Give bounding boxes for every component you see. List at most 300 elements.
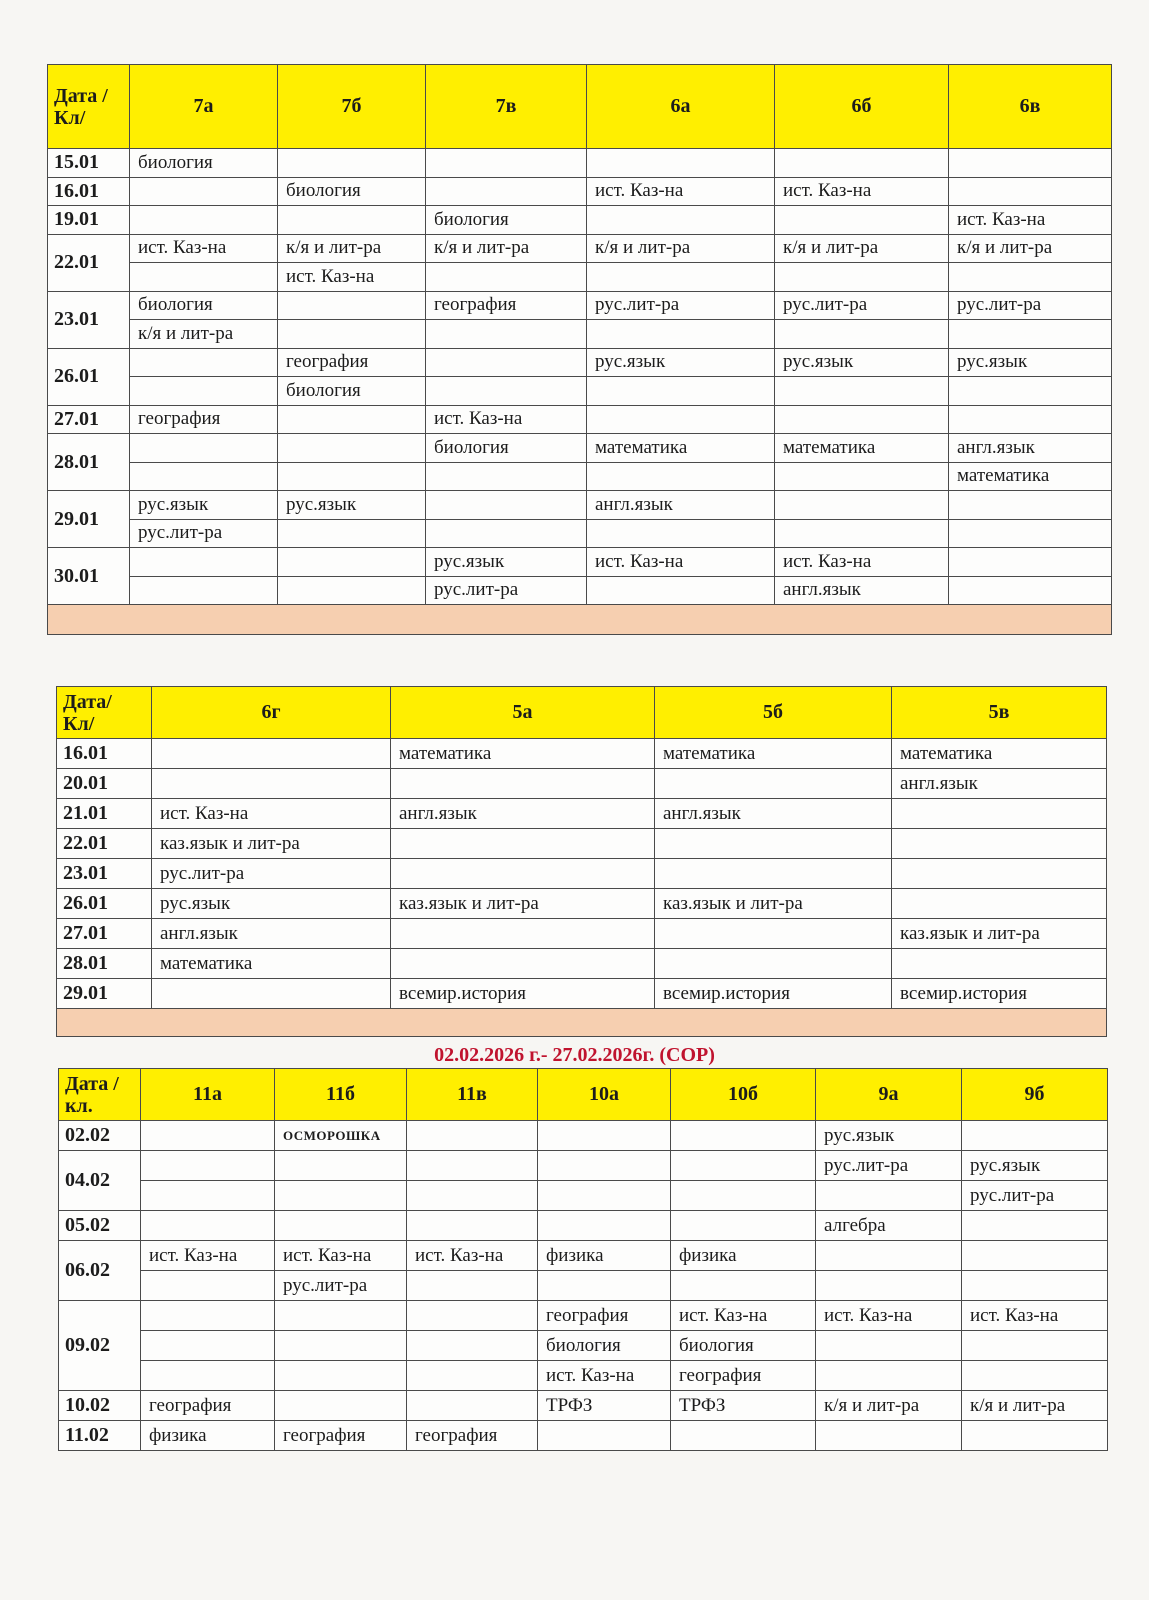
subject-cell xyxy=(407,1121,538,1151)
subject-cell xyxy=(407,1331,538,1361)
class-header: 5б xyxy=(655,687,892,739)
subject-cell: рус.язык xyxy=(816,1121,962,1151)
subject-cell: рус.язык xyxy=(152,889,391,919)
table-row xyxy=(48,576,1112,605)
date-cell: 11.02 xyxy=(59,1421,141,1451)
subject-cell xyxy=(426,320,587,349)
date-cell: 20.01 xyxy=(57,769,152,799)
subject-cell xyxy=(949,177,1112,206)
subject-cell xyxy=(130,434,278,463)
date-cell: 10.02 xyxy=(59,1391,141,1421)
date-cell: 16.01 xyxy=(57,739,152,769)
subject-cell: биология xyxy=(130,291,278,320)
table-row xyxy=(59,1391,1108,1421)
date-cell: 27.01 xyxy=(48,405,130,434)
header-row xyxy=(57,687,1107,739)
subject-cell xyxy=(655,859,892,889)
subject-cell: биология xyxy=(426,434,587,463)
subject-cell: рус.лит-ра xyxy=(949,291,1112,320)
date-cell: 09.02 xyxy=(59,1301,141,1391)
subject-cell xyxy=(962,1241,1108,1271)
date-cell: 22.01 xyxy=(57,829,152,859)
subject-cell: биология xyxy=(538,1331,671,1361)
subject-cell: к/я и лит-ра xyxy=(587,234,775,263)
subject-cell xyxy=(949,149,1112,178)
subject-cell: англ.язык xyxy=(587,491,775,520)
table-row xyxy=(48,405,1112,434)
header-row xyxy=(48,65,1112,149)
class-header: 6б xyxy=(775,65,949,149)
subject-cell xyxy=(152,769,391,799)
subject-cell: рус.язык xyxy=(775,348,949,377)
subject-cell: всемир.история xyxy=(391,979,655,1009)
subject-cell xyxy=(407,1361,538,1391)
subject-cell xyxy=(671,1421,816,1451)
subject-cell: алгебра xyxy=(816,1211,962,1241)
date-cell: 06.02 xyxy=(59,1241,141,1301)
table-row xyxy=(59,1331,1108,1361)
class-header: 7в xyxy=(426,65,587,149)
date-cell: 19.01 xyxy=(48,206,130,235)
subject-cell xyxy=(775,491,949,520)
subject-cell xyxy=(141,1151,275,1181)
subject-cell: ист. Каз-на xyxy=(538,1361,671,1391)
subject-cell xyxy=(278,576,426,605)
subject-cell xyxy=(130,263,278,292)
subject-cell: ист. Каз-на xyxy=(816,1301,962,1331)
subject-cell xyxy=(587,576,775,605)
subject-cell: биология xyxy=(130,149,278,178)
subject-cell xyxy=(671,1121,816,1151)
subject-cell: ист. Каз-на xyxy=(275,1241,407,1271)
subject-cell xyxy=(962,1211,1108,1241)
subject-cell xyxy=(141,1181,275,1211)
date-cell: 04.02 xyxy=(59,1151,141,1211)
date-cell: 22.01 xyxy=(48,234,130,291)
subject-cell xyxy=(426,462,587,491)
subject-cell: ист. Каз-на xyxy=(407,1241,538,1271)
subject-cell: рус.лит-ра xyxy=(962,1181,1108,1211)
subject-cell: рус.язык xyxy=(130,491,278,520)
table-row xyxy=(48,434,1112,463)
subject-cell xyxy=(962,1361,1108,1391)
subject-cell xyxy=(141,1331,275,1361)
subject-cell: рус.язык xyxy=(962,1151,1108,1181)
subject-cell: ист. Каз-на xyxy=(130,234,278,263)
subject-cell xyxy=(775,462,949,491)
subject-cell: ист. Каз-на xyxy=(141,1241,275,1271)
subject-cell: каз.язык и лит-ра xyxy=(391,889,655,919)
subject-cell xyxy=(816,1421,962,1451)
separator-band-cell xyxy=(57,1009,1107,1037)
table-row xyxy=(59,1301,1108,1331)
subject-cell xyxy=(949,405,1112,434)
subject-cell xyxy=(278,206,426,235)
subject-cell xyxy=(775,405,949,434)
subject-cell: всемир.история xyxy=(892,979,1107,1009)
subject-cell xyxy=(671,1181,816,1211)
date-cell: 05.02 xyxy=(59,1211,141,1241)
subject-cell xyxy=(152,739,391,769)
date-cell: 23.01 xyxy=(48,291,130,348)
date-cell: 29.01 xyxy=(48,491,130,548)
subject-cell xyxy=(391,769,655,799)
class-header: 10б xyxy=(671,1069,816,1121)
subject-cell xyxy=(538,1151,671,1181)
subject-cell xyxy=(949,377,1112,406)
subject-cell xyxy=(426,177,587,206)
subject-cell xyxy=(538,1121,671,1151)
subject-cell: к/я и лит-ра xyxy=(949,234,1112,263)
subject-cell: биология xyxy=(671,1331,816,1361)
subject-cell xyxy=(391,949,655,979)
subject-cell xyxy=(816,1331,962,1361)
subject-cell: рус.лит-ра xyxy=(130,519,278,548)
subject-cell xyxy=(587,519,775,548)
subject-cell xyxy=(391,919,655,949)
subject-cell xyxy=(816,1361,962,1391)
subject-cell: ист. Каз-на xyxy=(775,177,949,206)
corner-header: Дата/ Кл/ xyxy=(57,687,152,739)
subject-cell: рус.лит-ра xyxy=(587,291,775,320)
subject-cell xyxy=(407,1181,538,1211)
subject-cell: англ.язык xyxy=(391,799,655,829)
table-row xyxy=(48,491,1112,520)
subject-cell xyxy=(655,829,892,859)
subject-cell xyxy=(278,548,426,577)
schedule-table-february-grades-9-11 xyxy=(58,1068,1108,1451)
table-row xyxy=(57,949,1107,979)
subject-cell: физика xyxy=(538,1241,671,1271)
subject-cell: к/я и лит-ра xyxy=(278,234,426,263)
subject-cell xyxy=(275,1211,407,1241)
subject-cell xyxy=(949,519,1112,548)
subject-cell: география xyxy=(275,1421,407,1451)
class-header: 7а xyxy=(130,65,278,149)
subject-cell xyxy=(278,291,426,320)
subject-cell xyxy=(775,206,949,235)
subject-cell xyxy=(130,576,278,605)
table-row xyxy=(59,1271,1108,1301)
header-row xyxy=(59,1069,1108,1121)
subject-cell xyxy=(538,1271,671,1301)
subject-cell: рус.язык xyxy=(949,348,1112,377)
subject-cell: каз.язык и лит-ра xyxy=(892,919,1107,949)
table-row xyxy=(57,859,1107,889)
subject-cell xyxy=(407,1301,538,1331)
subject-cell xyxy=(278,462,426,491)
separator-band-cell xyxy=(48,605,1112,635)
date-cell: 16.01 xyxy=(48,177,130,206)
subject-cell xyxy=(426,377,587,406)
subject-cell xyxy=(141,1301,275,1331)
subject-cell: ист. Каз-на xyxy=(671,1301,816,1331)
subject-cell xyxy=(655,769,892,799)
table-row xyxy=(57,829,1107,859)
subject-cell xyxy=(538,1181,671,1211)
subject-cell xyxy=(949,576,1112,605)
subject-cell: рус.лит-ра xyxy=(426,576,587,605)
subject-cell xyxy=(949,548,1112,577)
subject-cell: физика xyxy=(671,1241,816,1271)
subject-cell: рус.лит-ра xyxy=(816,1151,962,1181)
subject-cell xyxy=(275,1181,407,1211)
subject-cell xyxy=(655,949,892,979)
subject-cell xyxy=(538,1211,671,1241)
subject-cell: рус.лит-ра xyxy=(152,859,391,889)
subject-cell xyxy=(426,348,587,377)
table-row xyxy=(57,739,1107,769)
table-row xyxy=(57,979,1107,1009)
subject-cell xyxy=(587,320,775,349)
class-header: 6а xyxy=(587,65,775,149)
subject-cell xyxy=(892,949,1107,979)
subject-cell: ист. Каз-на xyxy=(426,405,587,434)
subject-cell xyxy=(407,1151,538,1181)
subject-cell xyxy=(426,491,587,520)
subject-cell xyxy=(407,1391,538,1421)
subject-cell: рус.язык xyxy=(426,548,587,577)
subject-cell xyxy=(130,548,278,577)
subject-cell: география xyxy=(426,291,587,320)
subject-cell: география xyxy=(671,1361,816,1391)
subject-cell xyxy=(816,1271,962,1301)
table-row xyxy=(48,348,1112,377)
subject-cell xyxy=(587,462,775,491)
class-header: 9а xyxy=(816,1069,962,1121)
class-header: 6в xyxy=(949,65,1112,149)
date-cell: 28.01 xyxy=(57,949,152,979)
table-row xyxy=(48,177,1112,206)
subject-cell: ист. Каз-на xyxy=(587,177,775,206)
period-title: 02.02.2026 г.- 27.02.2026г. (СОР) xyxy=(434,1044,715,1066)
subject-cell: биология xyxy=(278,377,426,406)
subject-cell xyxy=(962,1331,1108,1361)
class-header: 5а xyxy=(391,687,655,739)
table-row xyxy=(57,769,1107,799)
class-header: 11в xyxy=(407,1069,538,1121)
subject-cell: англ.язык xyxy=(655,799,892,829)
subject-cell: география xyxy=(141,1391,275,1421)
subject-cell xyxy=(587,405,775,434)
subject-cell xyxy=(141,1361,275,1391)
date-cell: 28.01 xyxy=(48,434,130,491)
class-header: 7б xyxy=(278,65,426,149)
subject-cell xyxy=(130,348,278,377)
subject-cell xyxy=(275,1151,407,1181)
subject-cell xyxy=(587,206,775,235)
subject-cell xyxy=(391,829,655,859)
date-cell: 29.01 xyxy=(57,979,152,1009)
subject-cell: ТРФЗ xyxy=(538,1391,671,1421)
subject-cell: к/я и лит-ра xyxy=(962,1391,1108,1421)
table-row xyxy=(59,1121,1108,1151)
subject-cell xyxy=(275,1361,407,1391)
table-row xyxy=(48,234,1112,263)
subject-cell xyxy=(407,1211,538,1241)
table-row xyxy=(59,1181,1108,1211)
schedule-table-january-grades-5-6g xyxy=(56,686,1107,1037)
subject-cell xyxy=(962,1271,1108,1301)
subject-cell xyxy=(278,434,426,463)
subject-cell: англ.язык xyxy=(892,769,1107,799)
subject-cell xyxy=(775,149,949,178)
subject-cell: каз.язык и лит-ра xyxy=(655,889,892,919)
subject-cell xyxy=(892,799,1107,829)
table-row xyxy=(59,1241,1108,1271)
date-cell: 02.02 xyxy=(59,1121,141,1151)
subject-cell xyxy=(130,177,278,206)
subject-cell xyxy=(892,829,1107,859)
table-row xyxy=(59,1421,1108,1451)
class-header: 10а xyxy=(538,1069,671,1121)
table-row xyxy=(59,1211,1108,1241)
class-header: 9б xyxy=(962,1069,1108,1121)
subject-cell: математика xyxy=(391,739,655,769)
subject-cell xyxy=(426,519,587,548)
subject-cell xyxy=(962,1421,1108,1451)
subject-cell: биология xyxy=(426,206,587,235)
subject-cell xyxy=(775,263,949,292)
subject-cell xyxy=(671,1271,816,1301)
subject-cell xyxy=(962,1121,1108,1151)
table-row xyxy=(57,799,1107,829)
subject-cell xyxy=(278,320,426,349)
subject-cell: математика xyxy=(587,434,775,463)
subject-cell xyxy=(671,1151,816,1181)
subject-cell: к/я и лит-ра xyxy=(130,320,278,349)
corner-header: Дата / Кл/ xyxy=(48,65,130,149)
subject-cell xyxy=(130,377,278,406)
class-header: 6г xyxy=(152,687,391,739)
table-row xyxy=(48,206,1112,235)
table-row xyxy=(48,149,1112,178)
subject-cell: математика xyxy=(655,739,892,769)
subject-cell: математика xyxy=(152,949,391,979)
table-row xyxy=(57,919,1107,949)
class-header: 11б xyxy=(275,1069,407,1121)
subject-cell: география xyxy=(278,348,426,377)
subject-cell xyxy=(275,1331,407,1361)
date-cell: 26.01 xyxy=(48,348,130,405)
subject-cell: математика xyxy=(949,462,1112,491)
table-row xyxy=(48,519,1112,548)
subject-cell: география xyxy=(407,1421,538,1451)
table-row xyxy=(59,1361,1108,1391)
table-row xyxy=(48,320,1112,349)
table-row xyxy=(59,1151,1108,1181)
subject-cell xyxy=(892,859,1107,889)
subject-cell xyxy=(141,1211,275,1241)
subject-cell xyxy=(775,519,949,548)
subject-cell: биология xyxy=(278,177,426,206)
subject-cell: география xyxy=(130,405,278,434)
subject-cell: рус.язык xyxy=(587,348,775,377)
separator-band xyxy=(48,605,1112,635)
subject-cell: ист. Каз-на xyxy=(587,548,775,577)
subject-cell xyxy=(816,1181,962,1211)
subject-cell xyxy=(130,462,278,491)
subject-cell: к/я и лит-ра xyxy=(775,234,949,263)
subject-cell xyxy=(275,1301,407,1331)
subject-cell: физика xyxy=(141,1421,275,1451)
subject-cell xyxy=(426,263,587,292)
subject-cell: рус.язык xyxy=(278,491,426,520)
subject-cell xyxy=(141,1121,275,1151)
subject-cell: каз.язык и лит-ра xyxy=(152,829,391,859)
date-cell: 30.01 xyxy=(48,548,130,605)
subject-cell xyxy=(130,206,278,235)
separator-band xyxy=(57,1009,1107,1037)
subject-cell xyxy=(152,979,391,1009)
subject-cell xyxy=(391,859,655,889)
subject-cell xyxy=(587,377,775,406)
date-cell: 15.01 xyxy=(48,149,130,178)
date-cell: 26.01 xyxy=(57,889,152,919)
subject-cell: ист. Каз-на xyxy=(775,548,949,577)
subject-cell: ист. Каз-на xyxy=(949,206,1112,235)
date-cell: 23.01 xyxy=(57,859,152,889)
subject-cell xyxy=(655,919,892,949)
table-row xyxy=(48,548,1112,577)
table-row xyxy=(48,263,1112,292)
subject-cell: география xyxy=(538,1301,671,1331)
subject-cell xyxy=(775,377,949,406)
table-row xyxy=(48,291,1112,320)
subject-cell xyxy=(587,263,775,292)
subject-cell: математика xyxy=(775,434,949,463)
date-cell: 27.01 xyxy=(57,919,152,949)
subject-cell: англ.язык xyxy=(152,919,391,949)
subject-cell: рус.лит-ра xyxy=(275,1271,407,1301)
subject-cell xyxy=(949,263,1112,292)
subject-cell xyxy=(275,1391,407,1421)
subject-cell xyxy=(949,320,1112,349)
subject-cell xyxy=(892,889,1107,919)
table-row xyxy=(48,462,1112,491)
subject-cell xyxy=(949,491,1112,520)
subject-cell: ОСМОРОШКА xyxy=(275,1121,407,1151)
subject-cell xyxy=(587,149,775,178)
subject-cell: ист. Каз-на xyxy=(278,263,426,292)
date-cell: 21.01 xyxy=(57,799,152,829)
subject-cell xyxy=(141,1271,275,1301)
subject-cell: рус.лит-ра xyxy=(775,291,949,320)
subject-cell xyxy=(278,149,426,178)
corner-header: Дата /кл. xyxy=(59,1069,141,1121)
subject-cell xyxy=(775,320,949,349)
class-header: 5в xyxy=(892,687,1107,739)
subject-cell: математика xyxy=(892,739,1107,769)
subject-cell xyxy=(278,519,426,548)
subject-cell: англ.язык xyxy=(949,434,1112,463)
subject-cell xyxy=(538,1421,671,1451)
table-row xyxy=(48,377,1112,406)
subject-cell xyxy=(278,405,426,434)
subject-cell: к/я и лит-ра xyxy=(816,1391,962,1421)
schedule-table-january-grades-6-7 xyxy=(47,64,1112,635)
table-row xyxy=(57,889,1107,919)
subject-cell: всемир.история xyxy=(655,979,892,1009)
class-header: 11а xyxy=(141,1069,275,1121)
subject-cell xyxy=(426,149,587,178)
subject-cell: ист. Каз-на xyxy=(962,1301,1108,1331)
subject-cell xyxy=(407,1271,538,1301)
subject-cell: ист. Каз-на xyxy=(152,799,391,829)
subject-cell xyxy=(816,1241,962,1271)
subject-cell: к/я и лит-ра xyxy=(426,234,587,263)
subject-cell: англ.язык xyxy=(775,576,949,605)
